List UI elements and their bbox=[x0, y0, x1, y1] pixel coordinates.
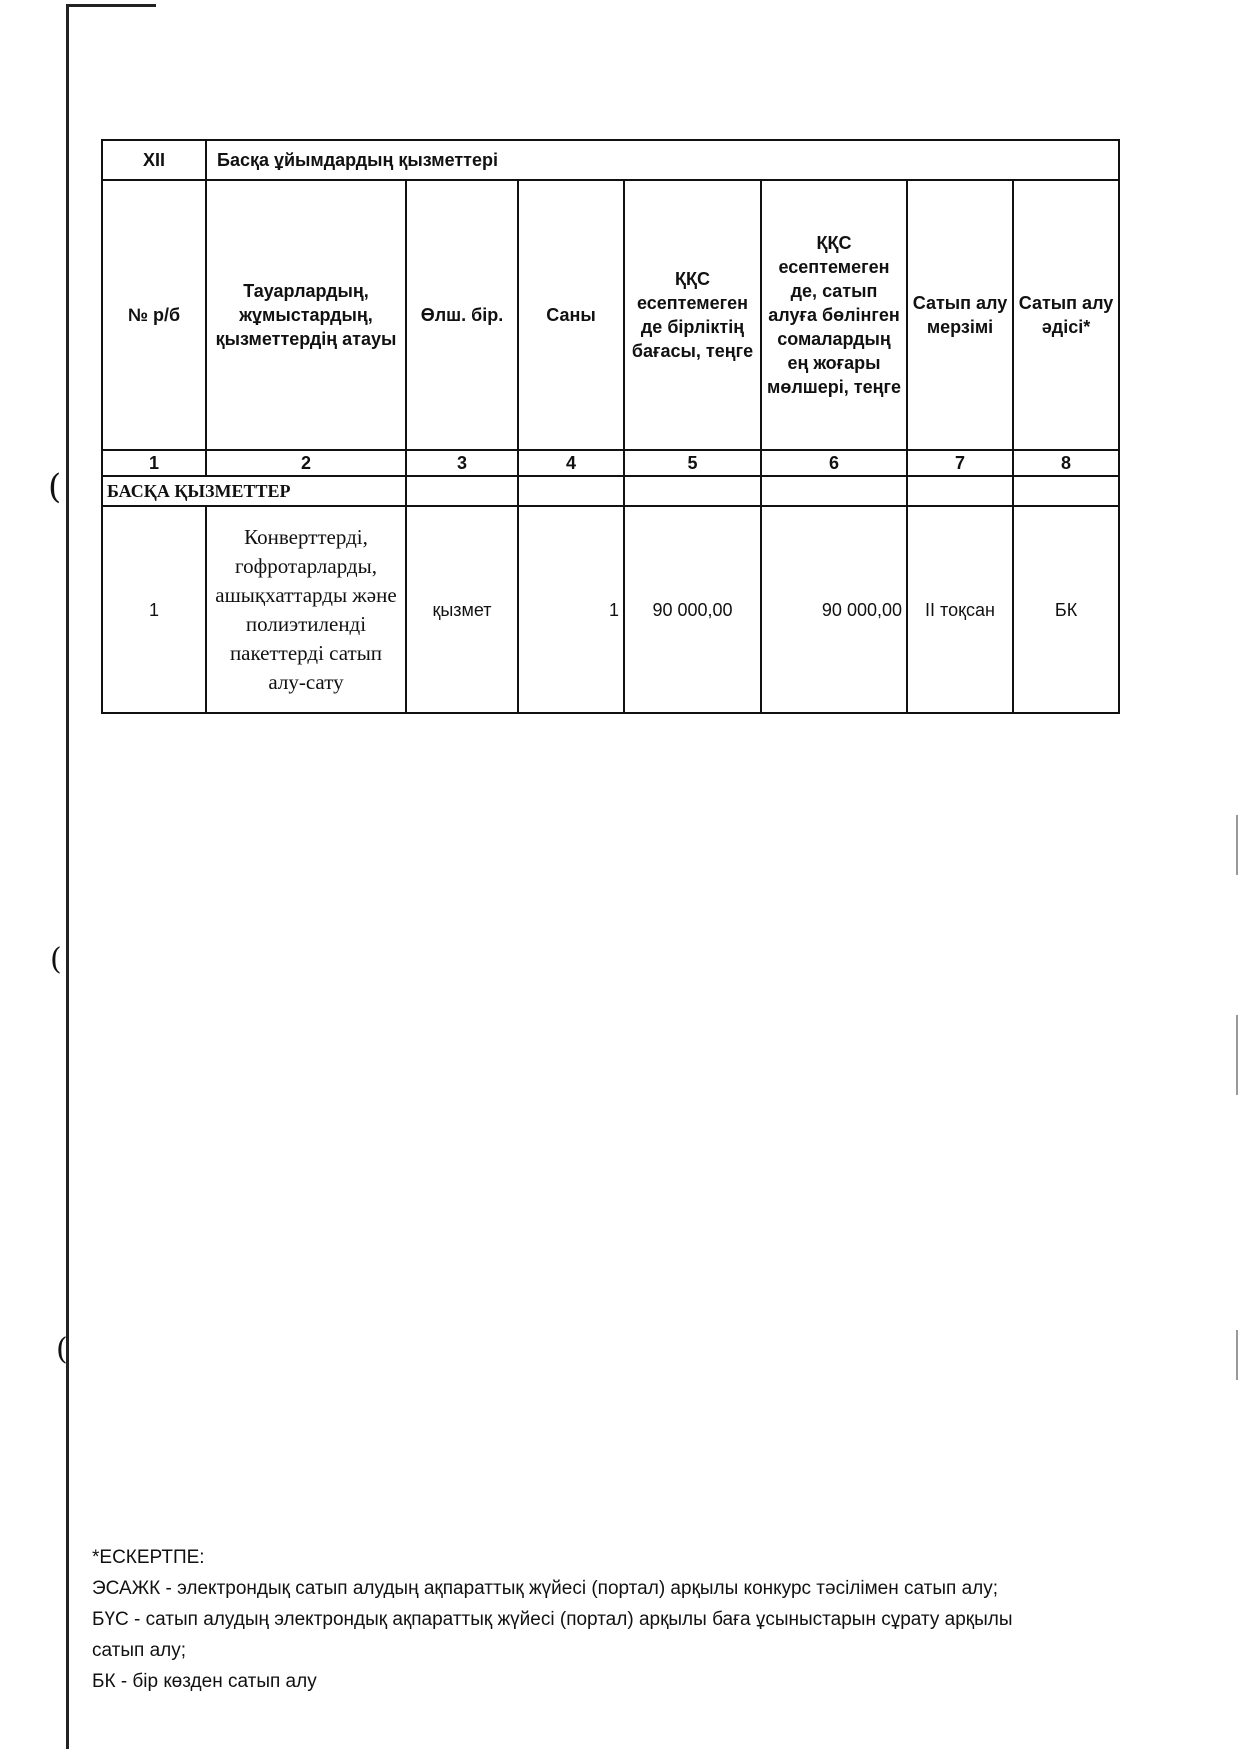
empty-cell bbox=[518, 476, 624, 506]
notes-title: *ЕСКЕРТПЕ: bbox=[92, 1547, 205, 1568]
item-unit-price: 90 000,00 bbox=[624, 506, 761, 713]
column-number: 5 bbox=[624, 450, 761, 476]
header-cell: Өлш. бір. bbox=[406, 180, 518, 450]
column-number-row bbox=[102, 450, 1119, 476]
column-number: 3 bbox=[406, 450, 518, 476]
header-cell: Сатып алу әдісі* bbox=[1013, 180, 1119, 450]
empty-cell bbox=[1013, 476, 1119, 506]
note-line: БҮС - сатып алудың электрондық ақпараттық жүйесі (портал) арқылы баға ұсыныстарын сұрату арқылы bbox=[92, 1609, 1013, 1630]
empty-cell bbox=[761, 476, 907, 506]
item-method: БК bbox=[1013, 506, 1119, 713]
item-name: Конверттерді, гофротарларды, ашықхаттарды және полиэтиленді пакеттерді сатып алу-сату bbox=[206, 506, 406, 713]
binder-hole-icon: ( bbox=[50, 942, 62, 977]
item-max-amount: 90 000,00 bbox=[761, 506, 907, 713]
note-line: ЭСАЖК - электрондық сатып алудың ақпараттық жүйесі (портал) арқылы конкурс тәсілімен сатып алу; bbox=[92, 1578, 999, 1599]
binder-hole-icon: ( bbox=[48, 467, 62, 507]
item-period: ІІ тоқсан bbox=[907, 506, 1013, 713]
note-line: сатып алу; bbox=[92, 1640, 187, 1661]
header-cell: № р/б bbox=[102, 180, 206, 450]
column-number: 4 bbox=[518, 450, 624, 476]
binder-hole-icon: ( bbox=[56, 1332, 68, 1367]
column-number: 2 bbox=[206, 450, 406, 476]
header-cell: ҚҚС есептемеген де, сатып алуға бөлінген сомалардың ең жоғары мөлшері, теңге bbox=[761, 180, 907, 450]
table-row bbox=[102, 506, 1119, 713]
scan-mark bbox=[1236, 1330, 1238, 1380]
notes-block bbox=[92, 1542, 1152, 1697]
section-number: XII bbox=[102, 140, 206, 180]
column-number: 7 bbox=[907, 450, 1013, 476]
page-edge-left bbox=[66, 4, 69, 1749]
column-number: 8 bbox=[1013, 450, 1119, 476]
scan-mark bbox=[1236, 1015, 1238, 1095]
note-line: БК - бір көзден сатып алу bbox=[92, 1671, 317, 1692]
header-row bbox=[102, 180, 1119, 450]
category-title: БАСҚА ҚЫЗМЕТТЕР bbox=[102, 476, 406, 506]
item-unit: қызмет bbox=[406, 506, 518, 713]
empty-cell bbox=[907, 476, 1013, 506]
scan-mark bbox=[1236, 815, 1238, 875]
section-title: Басқа ұйымдардың қызметтері bbox=[206, 140, 1119, 180]
row-number: 1 bbox=[102, 506, 206, 713]
header-cell: Тауарлардың, жұмыстардың, қызметтердің атауы bbox=[206, 180, 406, 450]
empty-cell bbox=[406, 476, 518, 506]
item-quantity: 1 bbox=[518, 506, 624, 713]
header-cell: Сатып алу мерзімі bbox=[907, 180, 1013, 450]
header-cell: Саны bbox=[518, 180, 624, 450]
category-row bbox=[102, 476, 1119, 506]
page-corner-top bbox=[66, 4, 156, 7]
section-row bbox=[102, 140, 1119, 180]
column-number: 1 bbox=[102, 450, 206, 476]
empty-cell bbox=[624, 476, 761, 506]
procurement-table bbox=[101, 139, 1120, 714]
header-cell: ҚҚС есептемеген де бірліктің бағасы, теңге bbox=[624, 180, 761, 450]
column-number: 6 bbox=[761, 450, 907, 476]
